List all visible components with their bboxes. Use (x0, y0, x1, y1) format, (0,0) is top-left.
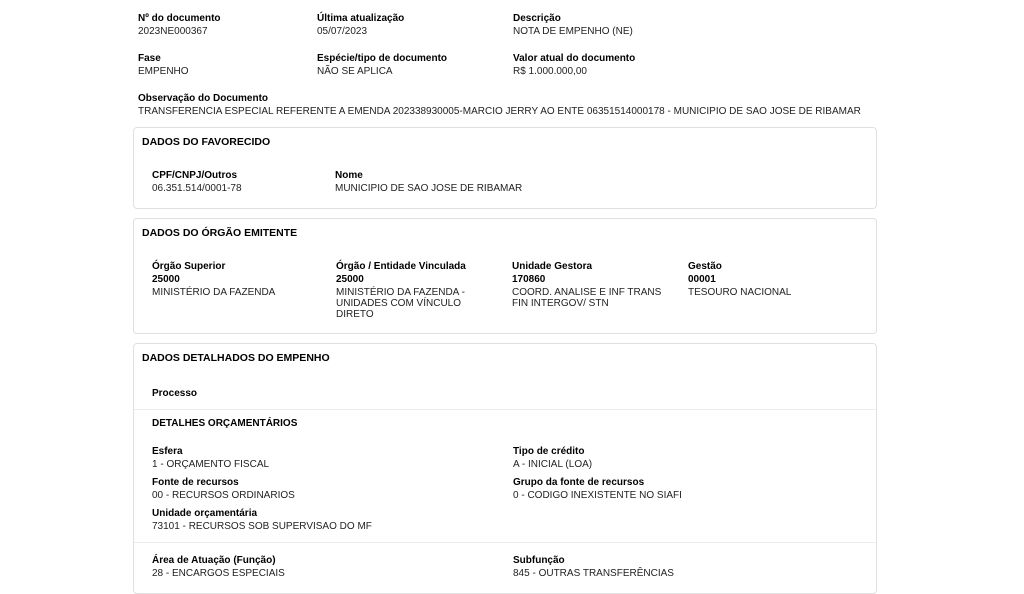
field-value: 845 - OUTRAS TRANSFERÊNCIAS (513, 568, 674, 579)
field-tipo-credito (513, 446, 868, 471)
field-label: Nome (335, 170, 363, 181)
field-label: Órgão / Entidade Vinculada (336, 261, 466, 272)
empty-cell (513, 508, 868, 533)
field-unidade-gestora (512, 261, 688, 320)
field-value: MUNICIPIO DE SAO JOSE DE RIBAMAR (335, 183, 523, 194)
field-value: 00 - RECURSOS ORDINARIOS (152, 490, 295, 501)
field-label: Grupo da fonte de recursos (513, 477, 645, 488)
document-detail-view (133, 13, 877, 594)
field-value: A - INICIAL (LOA) (513, 459, 593, 470)
field-label: Área de Atuação (Função) (152, 555, 276, 566)
field-value: 06.351.514/0001-78 (152, 183, 242, 194)
orgao-emitente-fields (142, 261, 868, 320)
favorecido-fields (142, 170, 868, 195)
field-label: Tipo de crédito (513, 446, 585, 457)
field-fase (138, 53, 317, 78)
card-title: DADOS DETALHADOS DO EMPENHO (142, 352, 330, 364)
field-label: Subfunção (513, 555, 565, 566)
card-title: DADOS DO FAVORECIDO (142, 136, 271, 148)
field-descricao (513, 13, 877, 38)
field-label: Valor atual do documento (513, 53, 636, 64)
field-value: NÃO SE APLICA (317, 66, 393, 77)
field-label: Nº do documento (138, 13, 221, 24)
field-value: 05/07/2023 (317, 26, 368, 37)
section-divider (134, 409, 876, 410)
field-esfera (152, 446, 513, 471)
field-nome-favorecido (335, 170, 868, 195)
section-divider (134, 542, 876, 543)
field-valor-atual (513, 53, 877, 78)
field-code: 170860 (512, 274, 546, 285)
field-value: 1 - ORÇAMENTO FISCAL (152, 459, 270, 470)
field-numero-documento (138, 13, 317, 38)
field-label: Unidade orçamentária (152, 508, 258, 519)
field-label: Unidade Gestora (512, 261, 593, 272)
card-dados-orgao-emitente (133, 218, 877, 334)
field-especie-tipo (317, 53, 513, 78)
field-label: Observação do Documento (138, 93, 269, 104)
field-value: 0 - CODIGO INEXISTENTE NO SIAFI (513, 490, 682, 501)
field-label: Esfera (152, 446, 183, 457)
field-value: TRANSFERENCIA ESPECIAL REFERENTE A EMENDA 202338930005-MARCIO JERRY AO ENTE 06351514000178 - MUNICIPIO DE SAO JOSE DE RIBAMAR (138, 106, 861, 117)
field-value: NOTA DE EMPENHO (NE) (513, 26, 633, 37)
field-label: Última atualização (317, 13, 405, 24)
field-value: TESOURO NACIONAL (688, 287, 792, 298)
field-fonte-recursos (152, 477, 513, 502)
field-grupo-fonte-recursos (513, 477, 868, 502)
field-label: Gestão (688, 261, 722, 272)
field-subfuncao (513, 555, 868, 580)
field-value: MINISTÉRIO DA FAZENDA - UNIDADES COM VÍNCULO DIRETO (336, 287, 465, 320)
field-label: Fonte de recursos (152, 477, 239, 488)
field-code: 25000 (152, 274, 180, 285)
field-observacao-documento (133, 93, 877, 118)
field-value: 28 - ENCARGOS ESPECIAIS (152, 568, 285, 579)
card-dados-favorecido (133, 127, 877, 209)
field-value: R$ 1.000.000,00 (513, 66, 587, 77)
funcao-subfuncao-fields (142, 555, 868, 580)
orcamentarios-fields (142, 446, 868, 533)
card-dados-detalhados-empenho (133, 343, 877, 594)
field-gestao (688, 261, 868, 320)
field-cpf-cnpj (152, 170, 335, 195)
field-value: COORD. ANALISE E INF TRANS FIN INTERGOV/ STN (512, 287, 662, 309)
field-code: 00001 (688, 274, 716, 285)
field-label: Órgão Superior (152, 261, 226, 272)
field-processo-label: Processo (152, 388, 198, 399)
field-code: 25000 (336, 274, 364, 285)
field-orgao-entidade-vinculada (336, 261, 512, 320)
field-unidade-orcamentaria (152, 508, 513, 533)
field-value: 73101 - RECURSOS SOB SUPERVISAO DO MF (152, 521, 372, 532)
field-label: Espécie/tipo de documento (317, 53, 448, 64)
field-label: Fase (138, 53, 161, 64)
field-label: CPF/CNPJ/Outros (152, 170, 238, 181)
card-title: DADOS DO ÓRGÃO EMITENTE (142, 227, 298, 239)
field-label: Descrição (513, 13, 561, 24)
field-value: 2023NE000367 (138, 26, 208, 37)
field-ultima-atualizacao (317, 13, 513, 38)
subsection-detalhes-orcamentarios: DETALHES ORÇAMENTÁRIOS (152, 418, 298, 429)
field-value: MINISTÉRIO DA FAZENDA (152, 287, 276, 298)
field-area-atuacao-funcao (152, 555, 513, 580)
document-header (133, 13, 877, 78)
field-orgao-superior (152, 261, 336, 320)
field-value: EMPENHO (138, 66, 189, 77)
